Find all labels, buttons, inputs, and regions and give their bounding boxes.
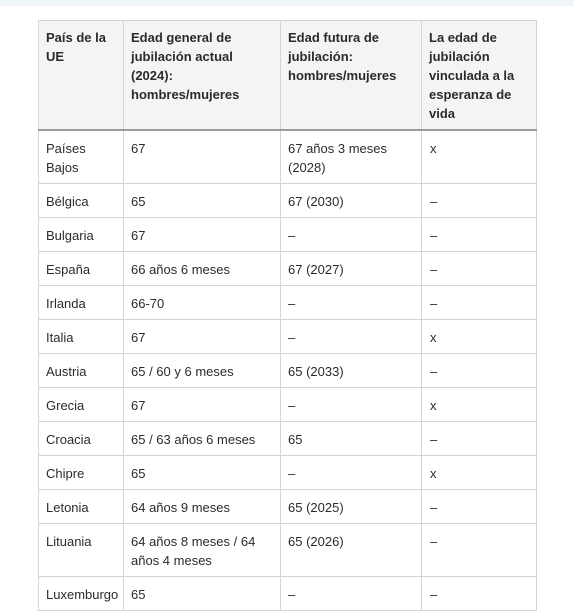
- cell-linked: –: [422, 252, 537, 286]
- retirement-age-table-container: [38, 20, 536, 611]
- cell-country: España: [39, 252, 124, 286]
- cell-current: 65: [124, 456, 281, 490]
- cell-current: 65: [124, 184, 281, 218]
- cell-future: 65 (2033): [281, 354, 422, 388]
- table-header-row: [39, 21, 537, 131]
- table-row: [39, 320, 537, 354]
- table-row: [39, 490, 537, 524]
- cell-future: –: [281, 456, 422, 490]
- cell-linked: –: [422, 490, 537, 524]
- header-country: País de la UE: [39, 21, 124, 131]
- cell-current: 67: [124, 218, 281, 252]
- cell-country: Luxemburgo: [39, 577, 124, 611]
- table-row: [39, 354, 537, 388]
- cell-future: 67 años 3 meses (2028): [281, 130, 422, 184]
- table-row: [39, 218, 537, 252]
- cell-linked: x: [422, 456, 537, 490]
- cell-linked: x: [422, 388, 537, 422]
- table-row: [39, 286, 537, 320]
- cell-current: 67: [124, 320, 281, 354]
- header-future-age: Edad futura de jubilación: hombres/mujeres: [281, 21, 422, 131]
- cell-future: 65: [281, 422, 422, 456]
- cell-linked: –: [422, 286, 537, 320]
- cell-future: 65 (2025): [281, 490, 422, 524]
- cell-current: 64 años 8 meses / 64 años 4 meses: [124, 524, 281, 577]
- cell-country: Países Bajos: [39, 130, 124, 184]
- cell-country: Croacia: [39, 422, 124, 456]
- cell-future: –: [281, 320, 422, 354]
- table-row: [39, 577, 537, 611]
- cell-linked: –: [422, 422, 537, 456]
- cell-country: Bélgica: [39, 184, 124, 218]
- header-current-age: Edad general de jubilación actual (2024): hombres/mujeres: [124, 21, 281, 131]
- cell-future: 67 (2030): [281, 184, 422, 218]
- cell-linked: x: [422, 130, 537, 184]
- cell-future: –: [281, 286, 422, 320]
- cell-future: 65 (2026): [281, 524, 422, 577]
- cell-current: 64 años 9 meses: [124, 490, 281, 524]
- table-row: [39, 524, 537, 577]
- cell-country: Lituania: [39, 524, 124, 577]
- cell-linked: –: [422, 524, 537, 577]
- cell-country: Grecia: [39, 388, 124, 422]
- table-row: [39, 422, 537, 456]
- cell-linked: –: [422, 184, 537, 218]
- cell-country: Letonia: [39, 490, 124, 524]
- cell-current: 67: [124, 130, 281, 184]
- table-row: [39, 184, 537, 218]
- cell-future: –: [281, 388, 422, 422]
- retirement-age-table: [38, 20, 537, 611]
- cell-country: Bulgaria: [39, 218, 124, 252]
- cell-current: 65: [124, 577, 281, 611]
- cell-country: Austria: [39, 354, 124, 388]
- top-strip: [0, 0, 574, 6]
- cell-future: –: [281, 218, 422, 252]
- table-row: [39, 252, 537, 286]
- table-row: [39, 130, 537, 184]
- cell-linked: –: [422, 218, 537, 252]
- cell-country: Chipre: [39, 456, 124, 490]
- cell-linked: x: [422, 320, 537, 354]
- cell-current: 67: [124, 388, 281, 422]
- cell-country: Italia: [39, 320, 124, 354]
- table-row: [39, 456, 537, 490]
- cell-linked: –: [422, 577, 537, 611]
- cell-current: 65 / 63 años 6 meses: [124, 422, 281, 456]
- table-row: [39, 388, 537, 422]
- cell-current: 66-70: [124, 286, 281, 320]
- cell-linked: –: [422, 354, 537, 388]
- cell-country: Irlanda: [39, 286, 124, 320]
- cell-current: 65 / 60 y 6 meses: [124, 354, 281, 388]
- cell-future: –: [281, 577, 422, 611]
- cell-future: 67 (2027): [281, 252, 422, 286]
- header-life-expectancy-link: La edad de jubilación vinculada a la esperanza de vida: [422, 21, 537, 131]
- cell-current: 66 años 6 meses: [124, 252, 281, 286]
